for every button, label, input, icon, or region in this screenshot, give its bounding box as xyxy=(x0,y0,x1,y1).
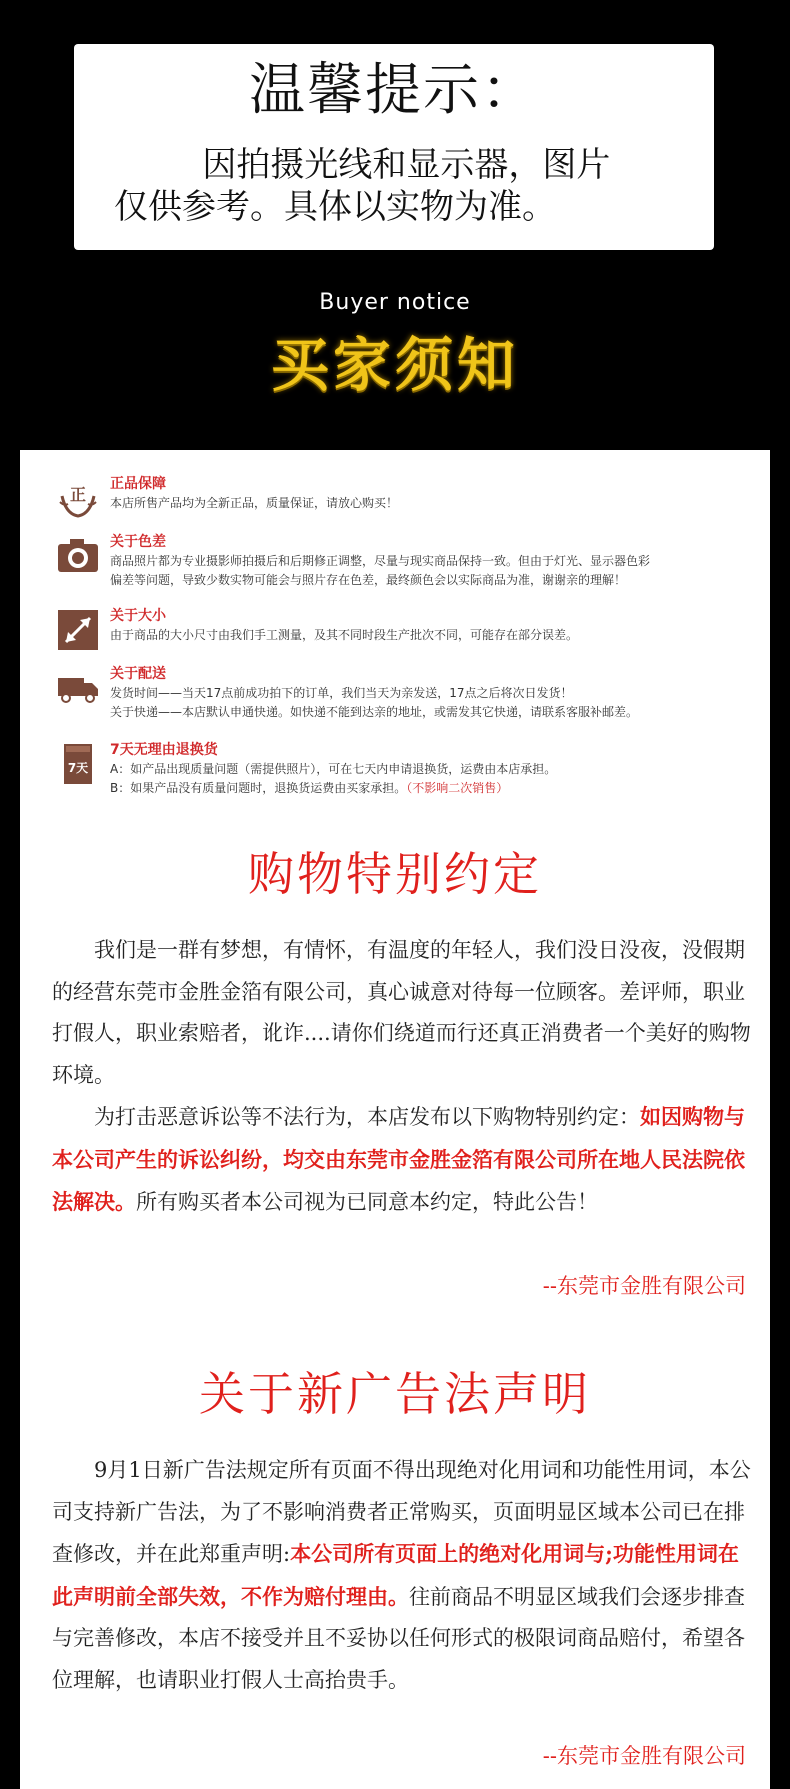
feature-title: 关于大小 xyxy=(110,608,166,624)
feature-line: A：如产品出现质量问题（需提供照片），可在七天内申请退换货，运费由本店承担。 xyxy=(110,762,557,776)
ad-law-paragraph xyxy=(52,1450,758,1701)
ad-law-signature: --东莞市金胜有限公司 xyxy=(542,1744,746,1768)
genuine-icon-text: 正 xyxy=(69,485,87,504)
feature-title: 关于色差 xyxy=(110,534,166,550)
tip-title: 温馨提示： xyxy=(249,58,539,123)
feature-return xyxy=(56,740,754,806)
agreement-paragraph-1: 我们是一群有梦想，有情怀，有温度的年轻人，我们没日没夜，没假期的经营东莞市金胜金箔有限公司，真心诚意对待每一位顾客。差评师，职业打假人，职业索赔者，讹诈....请你们绕道而行还真正消费者一个美好的购物环境。 xyxy=(52,938,751,1087)
content-panel xyxy=(20,450,770,1789)
ad-law-intro: 9月1日新广告法规定所有页面不得出现绝对化用词和功能性用词，本公司支持新广告法，为了不影响消费者正常购买，页面明显区域本公司已在排查修改，并在此郑重声明: xyxy=(52,1458,751,1566)
feature-genuine xyxy=(56,474,754,522)
feature-line: 偏差等问题，导致少数实物可能会与照片存在色差，最终颜色会以实际商品为准，谢谢亲的理解！ xyxy=(110,573,627,587)
feature-title: 关于配送 xyxy=(110,666,166,682)
camera-icon xyxy=(56,534,100,578)
resize-icon xyxy=(56,608,100,652)
feature-line xyxy=(110,779,754,798)
tip-line-1: 因拍摄光线和显示器，图片 xyxy=(202,145,611,185)
feature-line: 商品照片都为专业摄影师拍摄后和后期修正调整，尽量与现实商品保持一致。但由于灯光、显示器色彩 xyxy=(110,554,651,568)
agreement-body xyxy=(52,930,758,1224)
ad-law-conclusion: 往前商品不明显区域我们会逐步排查与完善修改，本店不接受并且不妥协以任何形式的极限词商品赔付，希望各位理解，也请职业打假人士高抬贵手。 xyxy=(52,1584,745,1692)
feature-size xyxy=(56,606,754,656)
feature-line: 关于快递——本店默认申通快递。如快递不能到达亲的地址，或需发其它快递，请联系客服补邮差。 xyxy=(110,705,639,719)
agreement-paragraph-2 xyxy=(52,1096,758,1224)
agreement-signature: --东莞市金胜有限公司 xyxy=(542,1274,746,1298)
ad-law-body xyxy=(52,1450,758,1701)
seven-day-return-icon xyxy=(56,742,100,786)
tip-line-2: 仅供参考。具体以实物为准。 xyxy=(114,187,556,227)
feature-title: 正品保障 xyxy=(110,476,166,492)
feature-note: （不影响二次销售） xyxy=(406,781,509,795)
buyer-notice-title: 买家须知 xyxy=(270,331,519,399)
feature-line: 由于商品的大小尺寸由我们手工测量，及其不同时段生产批次不同，可能存在部分误差。 xyxy=(110,628,579,642)
feature-color-difference xyxy=(56,532,754,594)
feature-line-text: B：如果产品没有质量问题时，退换货运费由买家承担。 xyxy=(110,781,407,795)
feature-line: 发货时间——当天17点前成功拍下的订单，我们当天为亲发送，17点之后将次日发货！ xyxy=(110,686,573,700)
agreement-intro: 为打击恶意诉讼等不法行为，本店发布以下购物特别约定： xyxy=(94,1105,640,1129)
ad-law-title: 关于新广告法声明 xyxy=(199,1367,591,1421)
ad-law-highlight: 本公司所有页面上的绝对化用词与;功能性用词在此声明前全部失效，不作为赔付理由。 xyxy=(52,1541,739,1609)
agreement-conclusion: 所有购买者本公司视为已同意本约定，特此公告！ xyxy=(136,1190,598,1214)
feature-title: 7天无理由退换货 xyxy=(110,742,218,758)
feature-delivery xyxy=(56,664,754,728)
truck-icon xyxy=(56,666,100,710)
tip-box xyxy=(74,44,714,250)
agreement-title: 购物特别约定 xyxy=(248,847,542,901)
feature-line: 本店所售产品均为全新正品，质量保证，请放心购买！ xyxy=(110,496,399,510)
agreement-highlight: 如因购物与本公司产生的诉讼纠纷，均交由东莞市金胜金箔有限公司所在地人民法院依法解决。 xyxy=(52,1104,745,1214)
genuine-icon xyxy=(56,476,100,520)
seven-day-icon-text: 7天 xyxy=(67,761,89,775)
buyer-notice-en: Buyer notice xyxy=(319,290,471,315)
tip-body xyxy=(114,144,684,228)
